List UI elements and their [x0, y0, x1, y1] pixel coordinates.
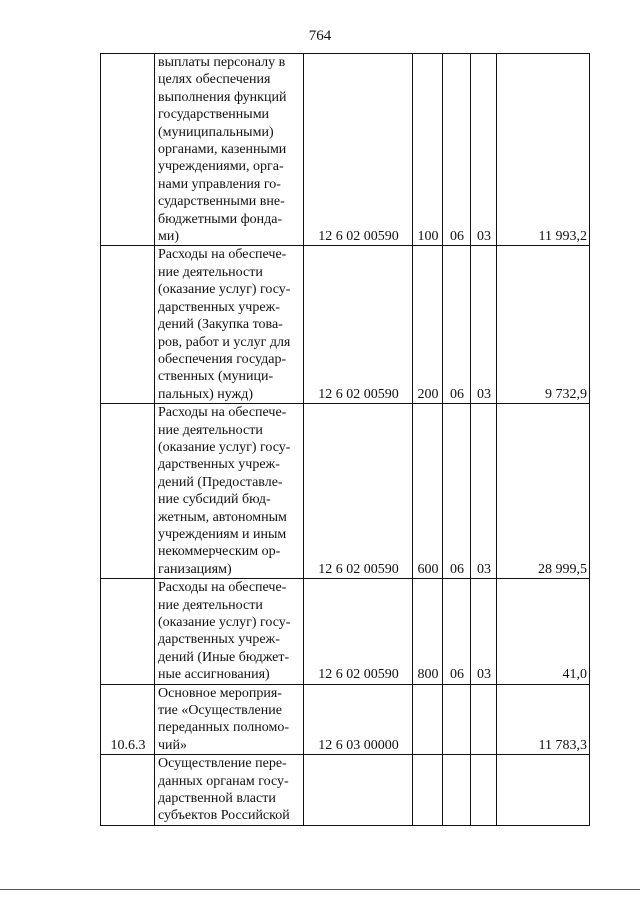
- subsection-cell: [471, 755, 497, 826]
- target-article-code-cell: [304, 755, 413, 826]
- section-cell: 06: [443, 246, 471, 404]
- subsection-cell: [471, 684, 497, 755]
- expense-type-cell: 600: [413, 404, 443, 579]
- item-name-cell: Расходы на обеспече- ние деятельности (оказание услуг) госу- дарственных учреж- дений (Закупка това- ров, работ и услуг для обеспечения государ- ственных (муници- пальных) нужд): [155, 246, 304, 404]
- section-cell: 06: [443, 579, 471, 684]
- expense-type-cell: 800: [413, 579, 443, 684]
- amount-cell: 41,0: [497, 579, 590, 684]
- subsection-cell: 03: [471, 579, 497, 684]
- table-row: [101, 684, 590, 755]
- table-row: [101, 54, 590, 246]
- item-name-cell: Основное мероприя- тие «Осуществление переданных полномо- чий»: [155, 684, 304, 755]
- section-cell: 06: [443, 404, 471, 579]
- subsection-cell: 03: [471, 54, 497, 246]
- amount-cell: 28 999,5: [497, 404, 590, 579]
- page-number: 764: [308, 28, 332, 44]
- target-article-code-cell: 12 6 02 00590: [304, 54, 413, 246]
- table-row: [101, 404, 590, 579]
- section-cell: 06: [443, 54, 471, 246]
- item-name-cell: Расходы на обеспече- ние деятельности (оказание услуг) госу- дарственных учреж- дений (Предоставле- ние субсидий бюд- жетным, автономным учреждениям и иным некоммерческим ор- ганизациям): [155, 404, 304, 579]
- table-row: [101, 246, 590, 404]
- expense-type-cell: 100: [413, 54, 443, 246]
- amount-cell: 9 732,9: [497, 246, 590, 404]
- amount-cell: 11 993,2: [497, 54, 590, 246]
- target-article-code-cell: 12 6 02 00590: [304, 579, 413, 684]
- amount-cell: [497, 755, 590, 826]
- expense-type-cell: [413, 755, 443, 826]
- table-row: [101, 755, 590, 826]
- item-number-cell: [101, 755, 155, 826]
- bottom-rule: [0, 889, 640, 890]
- amount-cell: 11 783,3: [497, 684, 590, 755]
- item-name-cell: Осуществление пере- данных органам госу- дарственной власти субъектов Российской: [155, 755, 304, 826]
- table-row: [101, 579, 590, 684]
- subsection-cell: 03: [471, 404, 497, 579]
- target-article-code-cell: 12 6 02 00590: [304, 246, 413, 404]
- item-number-cell: [101, 246, 155, 404]
- target-article-code-cell: 12 6 02 00590: [304, 404, 413, 579]
- section-cell: [443, 755, 471, 826]
- budget-table: [100, 53, 590, 826]
- item-number-cell: 10.6.3: [101, 684, 155, 755]
- item-name-cell: Расходы на обеспече- ние деятельности (оказание услуг) госу- дарственных учреж- дений (Иные бюджет- ные ассигнования): [155, 579, 304, 684]
- item-name-cell: выплаты персоналу в целях обеспечения выполнения функций государственными (муниципальными) органами, казенными учреждениями, орга- нами управления го- сударственными вне- бюджетными фонда- ми): [155, 54, 304, 246]
- subsection-cell: 03: [471, 246, 497, 404]
- expense-type-cell: [413, 684, 443, 755]
- item-number-cell: [101, 54, 155, 246]
- item-number-cell: [101, 404, 155, 579]
- item-number-cell: [101, 579, 155, 684]
- section-cell: [443, 684, 471, 755]
- expense-type-cell: 200: [413, 246, 443, 404]
- target-article-code-cell: 12 6 03 00000: [304, 684, 413, 755]
